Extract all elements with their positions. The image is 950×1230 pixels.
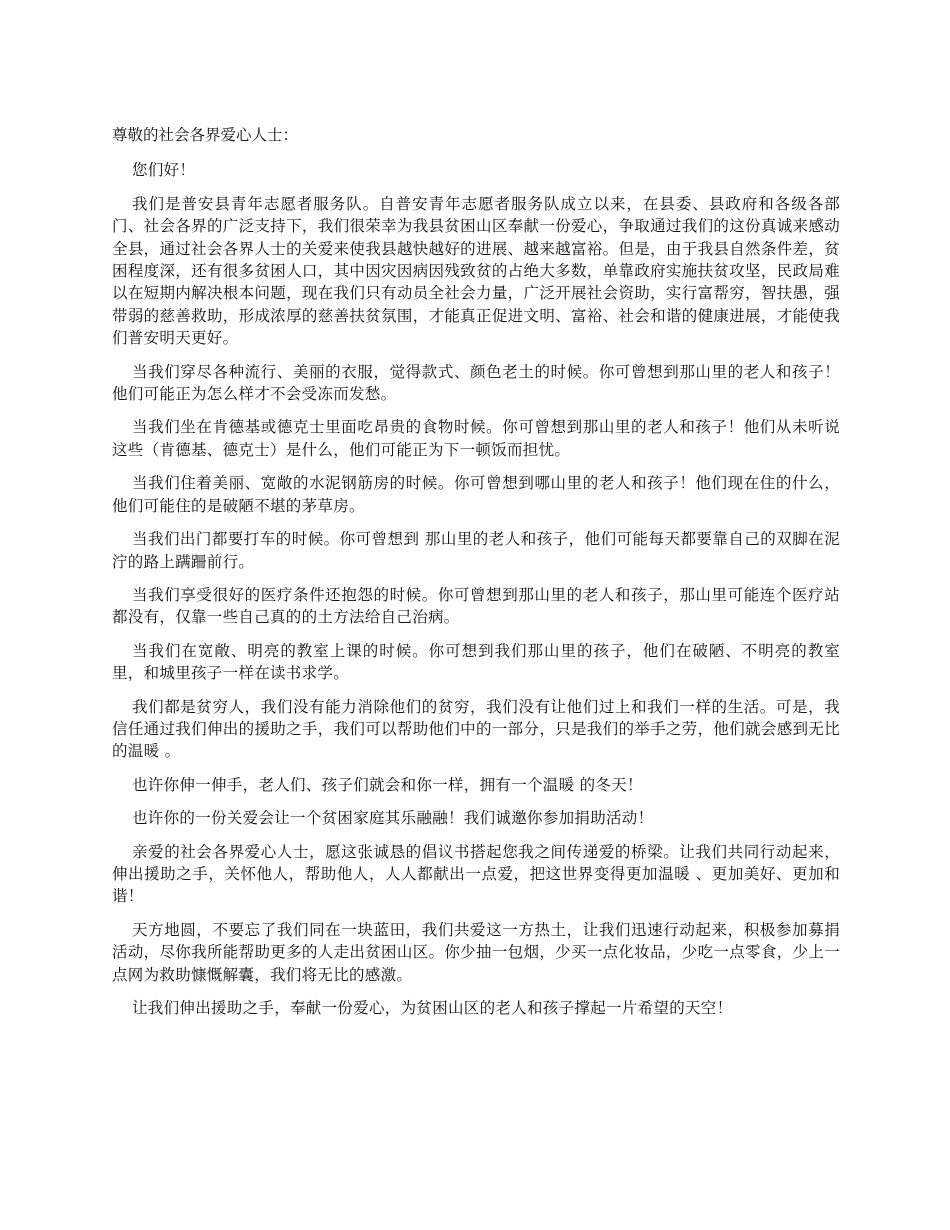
letter-paragraph: 亲爱的社会各界爱心人士，愿这张诚恳的倡议书搭起您我之间传递爱的桥梁。让我们共同行动起来，伸出援助之手，关怀他人，帮助他人，人人都献出一点爱，把这世界变得更加温暖 、更加美好、更加和谐！	[112, 842, 840, 906]
letter-paragraph: 我们都是贫穷人，我们没有能力消除他们的贫穷，我们没有让他们过上和我们一样的生活。可是，我信任通过我们伸出的援助之手，我们可以帮助他们中的一部分，只是我们的举手之劳，他们就会感到无比的温暖 。	[112, 697, 840, 761]
letter-document	[112, 124, 840, 1030]
letter-paragraph: 我们是普安县青年志愿者服务队。自普安青年志愿者服务队成立以来，在县委、县政府和各级各部门、社会各界的广泛支持下，我们很荣幸为我县贫困山区奉献一份爱心，争取通过我们的这份真诚来感动全县，通过社会各界人士的关爱来使我县越快越好的进展、越来越富裕。但是，由于我县自然条件差，贫困程度深，还有很多贫困人口，其中因灾因病因残致贫的占绝大多数，单靠政府实施扶贫攻坚，民政局难以在短期内解决根本问题，现在我们只有动员全社会力量，广泛开展社会资助，实行富帮穷，智扶愚，强带弱的慈善救助，形成浓厚的慈善扶贫氛围，才能真正促进文明、富裕、社会和谐的健康进展，才能使我们普安明天更好。	[112, 194, 840, 348]
letter-paragraph: 当我们坐在肯德基或德克士里面吃昂贵的食物时候。你可曾想到那山里的老人和孩子！他们从未听说这些（肯德基、德克士）是什么，他们可能正为下一顿饭而担忧。	[112, 418, 840, 459]
letter-paragraph: 当我们穿尽各种流行、美丽的衣服，觉得款式、颜色老土的时候。你可曾想到那山里的老人和孩子！他们可能正为怎么样才不会受冻而发愁。	[112, 362, 840, 404]
letter-paragraph: 天方地圆，不要忘了我们同在一块蓝田，我们共爱这一方热土，让我们迅速行动起来，积极参加募捐活动，尽你我所能帮助更多的人走出贫困山区。你少抽一包烟，少买一点化妆品，少吃一点零食，少上一点网为救助慷慨解囊，我们将无比的感激。	[112, 920, 840, 984]
letter-paragraph: 当我们在宽敞、明亮的教室上课的时候。你可想到我们那山里的孩子，他们在破陋、不明亮的教室里，和城里孩子一样在读书求学。	[112, 641, 840, 683]
letter-paragraph: 当我们享受很好的医疗条件还抱怨的时候。你可曾想到那山里的老人和孩子，那山里可能连个医疗站都没有，仅靠一些自己真的的土方法给自己治病。	[112, 585, 840, 627]
letter-paragraph: 当我们出门都要打车的时候。你可曾想到 那山里的老人和孩子，他们可能每天都要靠自己的双脚在泥泞的路上蹒跚前行。	[112, 530, 840, 571]
letter-salutation: 尊敬的社会各界爱心人士：	[112, 126, 299, 144]
letter-paragraph: 也许你的一份关爱会让一个贫困家庭其乐融融！我们诚邀你参加捐助活动！	[132, 809, 654, 828]
letter-paragraph: 也许你伸一伸手，老人们、孩子们就会和你一样，拥有一个温暖 的冬天！	[132, 775, 643, 794]
letter-greeting: 您们好！	[132, 161, 196, 180]
letter-paragraph: 让我们伸出援助之手，奉献一份爱心，为贫困山区的老人和孩子撑起一片希望的天空！	[132, 999, 733, 1017]
letter-paragraph: 当我们住着美丽、宽敞的水泥钢筋房的时候。你可曾想到哪山里的老人和孩子！他们现在住的什么，他们可能住的是破陋不堪的茅草房。	[112, 474, 840, 515]
